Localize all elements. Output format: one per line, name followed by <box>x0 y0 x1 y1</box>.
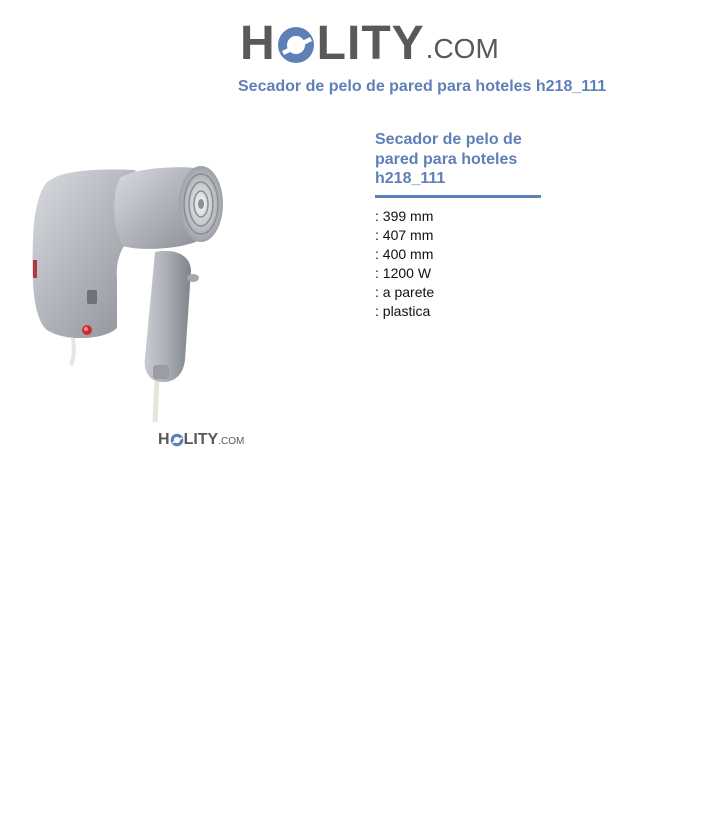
logo-o-mark-icon <box>276 25 316 65</box>
spec-item: : 407 mm <box>375 226 434 243</box>
spec-list <box>375 207 545 321</box>
spec-item: : a parete <box>375 283 435 300</box>
product-info-title: Secador de pelo de pared para hoteles h218_111 <box>375 130 541 198</box>
watermark-text-left: H <box>158 431 170 448</box>
product-image <box>25 160 230 425</box>
spec-item: : 400 mm <box>375 245 434 262</box>
watermark-text-right: LITY <box>183 431 219 448</box>
page-title: Secador de pelo de pared para hoteles h218_111 <box>238 78 607 95</box>
logo-text-right: LITY <box>316 17 425 70</box>
spec-item: : 1200 W <box>375 264 432 281</box>
hair-dryer-icon <box>25 160 230 425</box>
logo-text-left: H <box>240 17 276 70</box>
image-watermark-logo <box>158 432 244 448</box>
product-info-panel <box>375 130 545 321</box>
spec-item: : 399 mm <box>375 207 434 224</box>
watermark-o-mark-icon <box>170 433 184 447</box>
logo-suffix: .COM <box>425 33 499 64</box>
watermark-suffix: .COM <box>218 436 245 447</box>
spec-item: : plastica <box>375 302 431 319</box>
site-logo[interactable] <box>240 8 499 68</box>
